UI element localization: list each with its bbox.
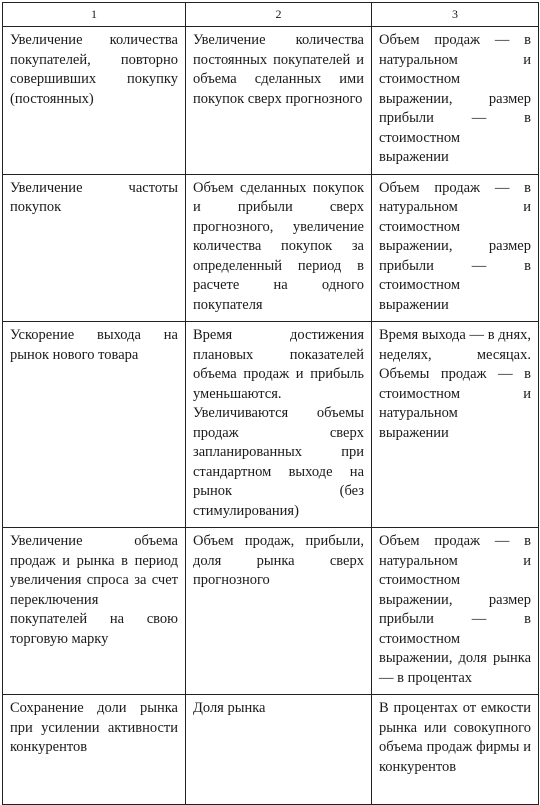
measure-cell: Объем продаж — в натуральном и стоимостном выражении, размер прибыли — в стоимостном выражении xyxy=(372,174,539,322)
goal-cell: Увеличение количества покупателей, повторно совершивших покупку (постоянных) xyxy=(3,27,186,175)
goal-cell: Увеличение частоты покупок xyxy=(3,174,186,322)
indicator-cell: Увеличение количества постоянных покупателей и объема сделанных ими покупок сверх прогнозного xyxy=(186,27,372,175)
measure-cell: Объем продаж — в натуральном и стоимостном выражении, размер прибыли — в стоимостном выражении xyxy=(372,27,539,175)
measure-cell: В процентах от емкости рынка или совокупного объема продаж фирмы и конкурентов xyxy=(372,695,539,805)
table-row xyxy=(3,322,539,528)
table-row xyxy=(3,695,539,805)
measure-cell: Время выхода — в днях, неделях, месяцах. Объемы продаж — в стоимостном и натуральном выражении xyxy=(372,322,539,528)
table-row xyxy=(3,174,539,322)
goal-cell: Ускорение выхода на рынок нового товара xyxy=(3,322,186,528)
header-row xyxy=(3,3,539,27)
column-number-1: 1 xyxy=(3,3,186,27)
goal-cell: Увеличение объема продаж и рынка в период увеличения спроса за счет переключения покупателей на свою торговую марку xyxy=(3,528,186,695)
indicator-cell: Время достижения плановых показателей объема продаж и прибыль уменьшаются. Увеличиваются объемы продаж сверх запланированных при стандартном выходе на рынок (без стимулирования) xyxy=(186,322,372,528)
table-row xyxy=(3,27,539,175)
table-row xyxy=(3,528,539,695)
indicator-cell: Объем продаж, прибыли, доля рынка сверх прогнозного xyxy=(186,528,372,695)
indicator-cell: Доля рынка xyxy=(186,695,372,805)
indicator-cell: Объем сделанных покупок и прибыли сверх прогнозного, увеличение количества покупок за определенный период в расчете на одного покупателя xyxy=(186,174,372,322)
column-number-3: 3 xyxy=(372,3,539,27)
goal-cell: Сохранение доли рынка при усилении активности конкурентов xyxy=(3,695,186,805)
criteria-table xyxy=(2,2,539,805)
measure-cell: Объем продаж — в натуральном и стоимостном выражении, размер прибыли — в стоимостном выражении, доля рынка — в процентах xyxy=(372,528,539,695)
column-number-2: 2 xyxy=(186,3,372,27)
